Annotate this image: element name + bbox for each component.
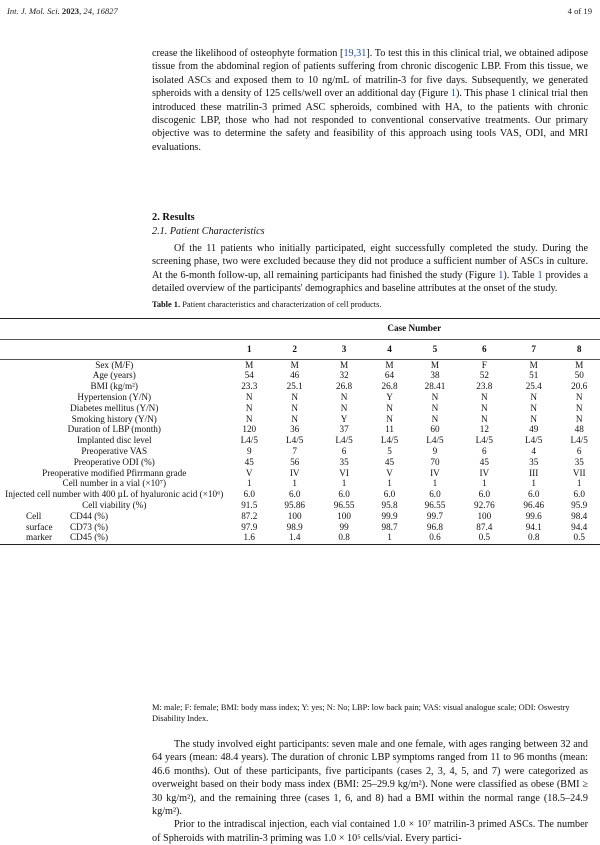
table-row <box>0 446 600 457</box>
table-cell: 46 <box>270 370 319 381</box>
table-cell: N <box>509 414 558 425</box>
body-paragraphs <box>152 738 588 845</box>
table-cell: 64 <box>369 370 410 381</box>
table-cell: 37 <box>319 424 368 435</box>
table-cell: 97.9 <box>229 522 270 533</box>
table-row <box>0 370 600 381</box>
table-cell: IV <box>270 468 319 479</box>
table-cell: 6.0 <box>229 489 270 500</box>
table-cell: 1 <box>319 478 368 489</box>
table-cell: N <box>270 414 319 425</box>
table-cell: 50 <box>558 370 600 381</box>
table-cell: M <box>319 359 368 370</box>
journal-citation: Int. J. Mol. Sci. 2023, 24, 16827 <box>7 6 118 16</box>
row-label: CD44 (%) <box>66 511 229 522</box>
table-row <box>0 435 600 446</box>
table-cell: 100 <box>270 511 319 522</box>
table-cell: 5 <box>369 446 410 457</box>
citation-link[interactable]: 19,31 <box>343 48 366 59</box>
table-caption: Table 1. Patient characteristics and characterization of cell products. <box>152 300 381 309</box>
table-cell: N <box>509 403 558 414</box>
table-cell: 6.0 <box>369 489 410 500</box>
case-number: 2 <box>270 339 319 359</box>
table-cell: N <box>369 414 410 425</box>
table-cell: 36 <box>270 424 319 435</box>
table-cell: 32 <box>319 370 368 381</box>
table-cell: 70 <box>410 457 459 468</box>
table-cell: N <box>410 414 459 425</box>
row-label: CD73 (%) <box>66 522 229 533</box>
row-label: Sex (M/F) <box>0 359 229 370</box>
table-row <box>0 392 600 403</box>
table-cell: 60 <box>410 424 459 435</box>
row-label: Hypertension (Y/N) <box>0 392 229 403</box>
table-cell: N <box>319 392 368 403</box>
table-cell: L4/5 <box>270 435 319 446</box>
table-cell: 95.86 <box>270 500 319 511</box>
table-cell: 35 <box>319 457 368 468</box>
row-label: Preoperative modified Pfirrmann grade <box>0 468 229 479</box>
table-cell: 6 <box>460 446 509 457</box>
table-cell: 23.3 <box>229 381 270 392</box>
table-cell: 25.1 <box>270 381 319 392</box>
table-cell: N <box>369 403 410 414</box>
section-heading: 2. Results <box>152 212 195 223</box>
table-row <box>0 381 600 392</box>
table-cell: 6.0 <box>319 489 368 500</box>
row-label: Cell number in a vial (×10⁷) <box>0 478 229 489</box>
case-number: 1 <box>229 339 270 359</box>
table-footnote: M: male; F: female; BMI: body mass index; Y: yes; N: No; LBP: low back pain; VAS: visual analogue scale; ODI: Oswestry Disability Index. <box>152 703 588 724</box>
table-cell: 38 <box>410 370 459 381</box>
table-cell: 1 <box>369 532 410 544</box>
table-cell: 99.7 <box>410 511 459 522</box>
case-number: 8 <box>558 339 600 359</box>
table-cell: 94.1 <box>509 522 558 533</box>
table-cell: VII <box>558 468 600 479</box>
table-cell: 7 <box>270 446 319 457</box>
page-header <box>7 6 592 16</box>
table-cell: 95.9 <box>558 500 600 511</box>
table-cell: 0.8 <box>319 532 368 544</box>
table-cell: 45 <box>369 457 410 468</box>
table-cell: L4/5 <box>319 435 368 446</box>
marker-group-label: marker <box>0 532 66 544</box>
table-cell: N <box>319 403 368 414</box>
table-cell: 12 <box>460 424 509 435</box>
table-cell: 26.8 <box>369 381 410 392</box>
table-cell: F <box>460 359 509 370</box>
row-label: Cell viability (%) <box>0 500 229 511</box>
table-cell: 99.6 <box>509 511 558 522</box>
table-cell: 1 <box>270 478 319 489</box>
table-cell: 6.0 <box>509 489 558 500</box>
table-cell: 96.46 <box>509 500 558 511</box>
table-cell: 1 <box>509 478 558 489</box>
table-cell: 45 <box>460 457 509 468</box>
table-cell: 87.2 <box>229 511 270 522</box>
table-cell: 49 <box>509 424 558 435</box>
table-cell: 6.0 <box>410 489 459 500</box>
table-row <box>0 403 600 414</box>
table-cell: N <box>509 392 558 403</box>
table-cell: 100 <box>319 511 368 522</box>
table-cell: N <box>460 392 509 403</box>
table-cell: N <box>410 392 459 403</box>
row-label: Duration of LBP (month) <box>0 424 229 435</box>
table-cell: VI <box>319 468 368 479</box>
table-cell: 94.4 <box>558 522 600 533</box>
table-row <box>0 359 600 370</box>
table-cell: 1 <box>558 478 600 489</box>
table-cell: IV <box>410 468 459 479</box>
table-cell: N <box>558 414 600 425</box>
figure-link[interactable]: 1 <box>451 88 456 99</box>
table-cell: N <box>460 414 509 425</box>
table-cell: 6.0 <box>460 489 509 500</box>
table-cell: 56 <box>270 457 319 468</box>
table-row <box>0 532 600 544</box>
table-cell: N <box>229 403 270 414</box>
table-row <box>0 511 600 522</box>
table-cell: N <box>270 392 319 403</box>
table-cell: 0.6 <box>410 532 459 544</box>
figure-link[interactable]: 1 <box>498 270 503 281</box>
table-cell: 96.8 <box>410 522 459 533</box>
results-paragraph: Of the 11 patients who initially participated, eight successfully completed the study. During the screening phase, two were excluded because they did not produce a sufficient number of ASCs in culture. At the 6-month follow-up, all remaining participants had finished the study (Figure 1). Table 1 provides a detailed overview of the participants' demographics and baseline attributes at the onset of the study. <box>152 242 588 296</box>
table-cell: 98.4 <box>558 511 600 522</box>
table-cell: 100 <box>460 511 509 522</box>
paragraph: The study involved eight participants: seven male and one female, with ages ranging between 32 and 64 years (mean: 48.4 years). The duration of chronic LBP symptoms ranged from 11 to 96 months (mean: 46.6 months). Out of these participants, five participants (cases 2, 3, 4, 5, and 7) were categorized as overweight based on their body mass index (BMI: 25–29.9 kg/m²). None were classified as obese (BMI ≥ 30 kg/m²), and the remaining three (cases 1, 6, and 8) had a BMI within the normal range (18.5–24.9 kg/m²). <box>152 738 588 818</box>
table-cell: 6.0 <box>558 489 600 500</box>
table-cell: M <box>229 359 270 370</box>
case-number: 7 <box>509 339 558 359</box>
table-cell: 1 <box>369 478 410 489</box>
table-row <box>0 522 600 533</box>
table-row <box>0 500 600 511</box>
table-cell: 4 <box>509 446 558 457</box>
table-cell: 1 <box>410 478 459 489</box>
table-cell: 0.5 <box>460 532 509 544</box>
table-cell: 1.6 <box>229 532 270 544</box>
table-cell: N <box>558 392 600 403</box>
row-label: BMI (kg/m²) <box>0 381 229 392</box>
table-cell: 95.8 <box>369 500 410 511</box>
table-cell: 35 <box>558 457 600 468</box>
table-cell: 9 <box>410 446 459 457</box>
row-label: Injected cell number with 400 µL of hyaluronic acid (×10⁶) <box>0 489 229 500</box>
table-cell: N <box>270 403 319 414</box>
table-cell: M <box>410 359 459 370</box>
table-cell: 25.4 <box>509 381 558 392</box>
row-label: Preoperative VAS <box>0 446 229 457</box>
table-cell: 0.8 <box>509 532 558 544</box>
page-number: 4 of 19 <box>568 6 592 16</box>
table-cell: 11 <box>369 424 410 435</box>
table-cell: N <box>558 403 600 414</box>
table-cell: 87.4 <box>460 522 509 533</box>
table-cell: 52 <box>460 370 509 381</box>
table-cell: 98.7 <box>369 522 410 533</box>
table-cell: L4/5 <box>410 435 459 446</box>
table-cell: 26.8 <box>319 381 368 392</box>
table-cell: 6 <box>558 446 600 457</box>
table-cell: N <box>460 403 509 414</box>
marker-group-label: surface <box>0 522 66 533</box>
patient-characteristics-table <box>0 318 600 545</box>
row-label: Diabetes mellitus (Y/N) <box>0 403 229 414</box>
row-label: Smoking history (Y/N) <box>0 414 229 425</box>
row-label: Implanted disc level <box>0 435 229 446</box>
table-row <box>0 414 600 425</box>
paragraph: Prior to the intradiscal injection, each vial contained 1.0 × 10⁷ matrilin-3 primed ASCs. The number of Spheroids with matrilin-3 priming was 1.0 × 10⁵ cells/vial. Every partici- <box>152 818 588 845</box>
table-cell: 0.5 <box>558 532 600 544</box>
table-row <box>0 468 600 479</box>
table-cell: IV <box>460 468 509 479</box>
table-cell: 9 <box>229 446 270 457</box>
table-cell: 35 <box>509 457 558 468</box>
table-cell: L4/5 <box>509 435 558 446</box>
table-cell: M <box>509 359 558 370</box>
table-cell: V <box>369 468 410 479</box>
table-case-numbers-row <box>0 339 600 359</box>
table-cell: M <box>270 359 319 370</box>
table-cell: 92.76 <box>460 500 509 511</box>
table-cell: 28.41 <box>410 381 459 392</box>
table-cell: L4/5 <box>558 435 600 446</box>
table-cell: Y <box>319 414 368 425</box>
table-cell: 98.9 <box>270 522 319 533</box>
table-cell: N <box>229 414 270 425</box>
table-cell: N <box>410 403 459 414</box>
row-label: CD45 (%) <box>66 532 229 544</box>
table-cell: 99 <box>319 522 368 533</box>
subsection-heading: 2.1. Patient Characteristics <box>152 226 265 237</box>
marker-group-label: Cell <box>0 511 66 522</box>
table-cell: Y <box>369 392 410 403</box>
table-cell: III <box>509 468 558 479</box>
table-link[interactable]: 1 <box>537 270 542 281</box>
table-cell: 1 <box>229 478 270 489</box>
table-cell: L4/5 <box>460 435 509 446</box>
table-row <box>0 478 600 489</box>
table-cell: L4/5 <box>229 435 270 446</box>
case-number: 5 <box>410 339 459 359</box>
table-cell: 48 <box>558 424 600 435</box>
table-cell: M <box>369 359 410 370</box>
table-cell: 96.55 <box>319 500 368 511</box>
table-cell: 6.0 <box>270 489 319 500</box>
table-row <box>0 424 600 435</box>
table-cell: 23.8 <box>460 381 509 392</box>
table-cell: V <box>229 468 270 479</box>
row-label: Preoperative ODI (%) <box>0 457 229 468</box>
case-number: 3 <box>319 339 368 359</box>
case-number: 6 <box>460 339 509 359</box>
table-cell: 54 <box>229 370 270 381</box>
table-row <box>0 489 600 500</box>
case-number-header: Case Number <box>229 319 600 339</box>
table-cell: 120 <box>229 424 270 435</box>
table-cell: 96.55 <box>410 500 459 511</box>
table-case-header-row <box>0 319 600 339</box>
case-number: 4 <box>369 339 410 359</box>
table-cell: 51 <box>509 370 558 381</box>
table-cell: M <box>558 359 600 370</box>
table-cell: 20.6 <box>558 381 600 392</box>
table-row <box>0 457 600 468</box>
table-cell: N <box>229 392 270 403</box>
table-cell: 91.5 <box>229 500 270 511</box>
table-cell: 1 <box>460 478 509 489</box>
intro-paragraph: crease the likelihood of osteophyte formation [19,31]. To test this in this clinical trial, we obtained adipose tissue from the abdominal region of patients suffering from chronic discogenic LBP. From this tissue, we isolated ASCs and exposed them to 10 ng/mL of matrilin-3 for five days. Subsequently, we generated spheroids with a density of 125 cells/well over an additional day (Figure 1). This phase 1 clinical trial then introduced these matrilin-3 primed ASC spheroids, combined with HA, to the patients with chronic discogenic LBP, those who had not responded to conventional conservative treatments. Our primary objective was to determine the safety and feasibility of this approach using tools VAS, ODI, and MRI evaluations. <box>152 47 588 154</box>
table-cell: 45 <box>229 457 270 468</box>
table-cell: L4/5 <box>369 435 410 446</box>
row-label: Age (years) <box>0 370 229 381</box>
table-cell: 99.9 <box>369 511 410 522</box>
table-cell: 6 <box>319 446 368 457</box>
table-cell: 1.4 <box>270 532 319 544</box>
